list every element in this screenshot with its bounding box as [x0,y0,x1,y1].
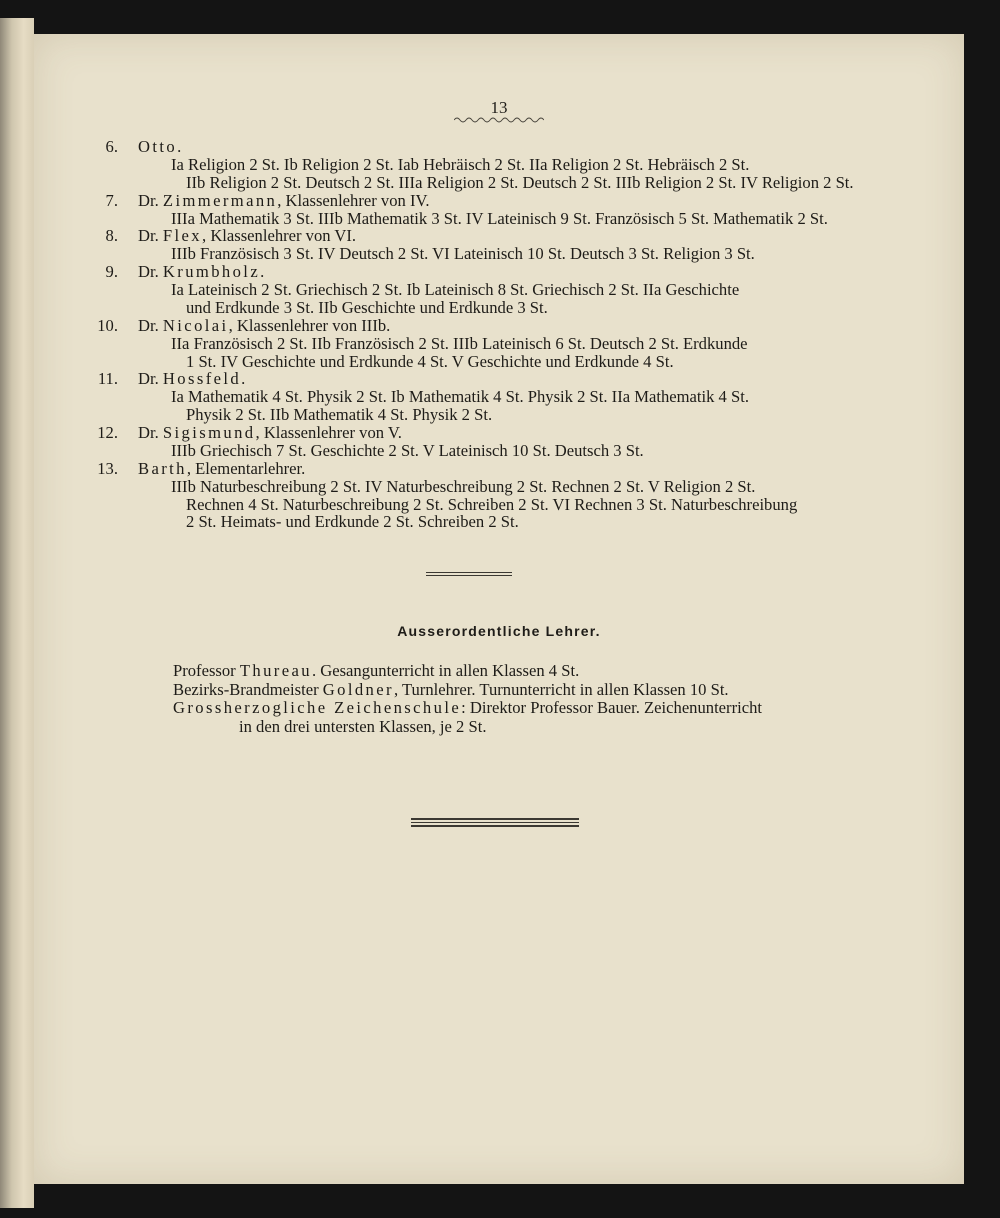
teacher-name: Krumbholz [162,262,261,282]
teacher-name: Barth [138,458,187,478]
teacher-name: Zimmermann [162,190,278,210]
section-heading: Ausserordentliche Lehrer. [397,623,601,639]
book-spine [0,18,34,1208]
teacher-entry: 10. Dr. Nicolai, Klassenlehrer von IIIb. IIa Französisch 2 St. IIb Französisch 2 St. IIIb Lateinisch 6 St. Deutsch 2 St. Erdkunde 1 St. IV Geschichte und Erdkunde 4 St. V Geschichte und Erdkunde 4 St. [34,317,964,371]
subject-list: IIIb Griechisch 7 St. Geschichte 2 St. V Lateinisch 10 St. Deutsch 3 St. [171,440,644,460]
extraordinary-line: Grossherzogliche Zeichenschule: Direktor Professor Bauer. Zeichenunterricht [173,698,762,718]
entry-number: 9. [105,262,118,282]
teacher-entry: 8. Dr. Flex, Klassenlehrer von VI. IIIb Französisch 3 St. IV Deutsch 2 St. VI Lateinisch 10 St. Deutsch 3 St. Religion 3 St. [34,227,964,263]
end-divider [411,816,579,829]
teacher-entry: 12. Dr. Sigismund, Klassenlehrer von V. IIIb Griechisch 7 St. Geschichte 2 St. V Lateinisch 10 St. Deutsch 3 St. [34,424,964,460]
teacher-entry: 13. Barth, Elementarlehrer. IIIb Naturbeschreibung 2 St. IV Naturbeschreibung 2 St. Rechnen 2 St. V Religion 2 St. Rechnen 4 St. Naturbeschreibung 2 St. Schreiben 2 St. VI Rechnen 3 St. Naturbeschreibung 2 St. Heimats- und Erdkunde 2 St. Schreiben 2 St. [34,460,964,531]
subject-list: Ia Mathematik 4 St. Physik 2 St. Ib Mathematik 4 St. Physik 2 St. IIa Mathematik 4 St. Physik 2 St. IIb Mathematik 4 St. Physik 2 St. [171,387,749,425]
subject-list: IIa Französisch 2 St. IIb Französisch 2 St. IIIb Lateinisch 6 St. Deutsch 2 St. Erdkunde 1 St. IV Geschichte und Erdkunde 4 St. V Geschichte und Erdkunde 4 St. [171,333,748,371]
page-number-ornament [454,116,544,124]
institution-name: Grossherzogliche Zeichenschule [173,698,462,718]
extraordinary-line: in den drei untersten Klassen, je 2 St. [239,716,487,736]
teacher-entry: 7. Dr. Zimmermann, Klassenlehrer von IV. IIIa Mathematik 3 St. IIIb Mathematik 3 St. IV Lateinisch 9 St. Französisch 5 St. Mathematik 2 St. [34,192,964,228]
entry-number: 8. [105,226,118,246]
teacher-name: Sigismund [162,422,256,442]
extraordinary-line: Professor Thureau. Gesangunterricht in allen Klassen 4 St. [173,661,580,680]
teacher-list [34,138,964,531]
subject-list: IIIa Mathematik 3 St. IIIb Mathematik 3 St. IV Lateinisch 9 St. Französisch 5 St. Mathematik 2 St. [171,208,828,228]
section-divider [426,570,512,578]
teacher-name: Flex [162,226,203,246]
subject-list: IIIb Französisch 3 St. IV Deutsch 2 St. VI Lateinisch 10 St. Deutsch 3 St. Religion 3 St. [171,244,755,264]
teacher-name: Nicolai [162,315,229,335]
entry-number: 11. [97,369,118,389]
teacher-name: Goldner [322,679,394,699]
teacher-name: Otto [138,137,178,156]
entry-number: 12. [97,422,118,442]
subject-list: Ia Religion 2 St. Ib Religion 2 St. Iab Hebräisch 2 St. IIa Religion 2 St. Hebräisch 2 St. IIb Religion 2 St. Deutsch 2 St. IIIa Religion 2 St. Deutsch 2 St. IIIb Religion 2 St. IV Religion 2 St. [171,155,854,192]
subject-list: Ia Lateinisch 2 St. Griechisch 2 St. Ib Lateinisch 8 St. Griechisch 2 St. IIa Geschichte und Erdkunde 3 St. IIb Geschichte und Erdkunde 3 St. [171,280,740,317]
teacher-name: Thureau [239,661,312,680]
teacher-entry: 11. Dr. Hossfeld. Ia Mathematik 4 St. Physik 2 St. Ib Mathematik 4 St. Physik 2 St. IIa Mathematik 4 St. Physik 2 St. IIb Mathematik 4 St. Physik 2 St. [34,370,964,424]
teacher-name: Hossfeld [162,369,242,389]
entry-number: 6. [105,137,118,156]
entry-number: 10. [97,315,118,335]
teacher-entry: 9. Dr. Krumbholz. Ia Lateinisch 2 St. Griechisch 2 St. Ib Lateinisch 8 St. Griechisch 2 St. IIa Geschichte und Erdkunde 3 St. IIb Geschichte und Erdkunde 3 St. [34,263,964,317]
teacher-entry: 6. Otto. Ia Religion 2 St. Ib Religion 2 St. Iab Hebräisch 2 St. IIa Religion 2 St. Hebräisch 2 St. IIb Religion 2 St. Deutsch 2 St. IIIa Religion 2 St. Deutsch 2 St. IIIb Religion 2 St. IV Religion 2 St. [34,138,964,192]
entry-number: 13. [97,458,118,478]
page-number: 13 [490,98,508,117]
subject-list: IIIb Naturbeschreibung 2 St. IV Naturbeschreibung 2 St. Rechnen 2 St. V Religion 2 St. Rechnen 4 St. Naturbeschreibung 2 St. Schreiben 2 St. VI Rechnen 3 St. Naturbeschreibung 2 St. Heimats- und Erdkunde 2 St. Schreiben 2 St. [171,476,798,532]
extraordinary-line: Bezirks-Brandmeister Goldner, Turnlehrer. Turnunterricht in allen Klassen 10 St. [173,679,729,699]
extraordinary-teacher-list [173,662,863,736]
document-page [34,34,964,1184]
entry-number: 7. [105,190,118,210]
